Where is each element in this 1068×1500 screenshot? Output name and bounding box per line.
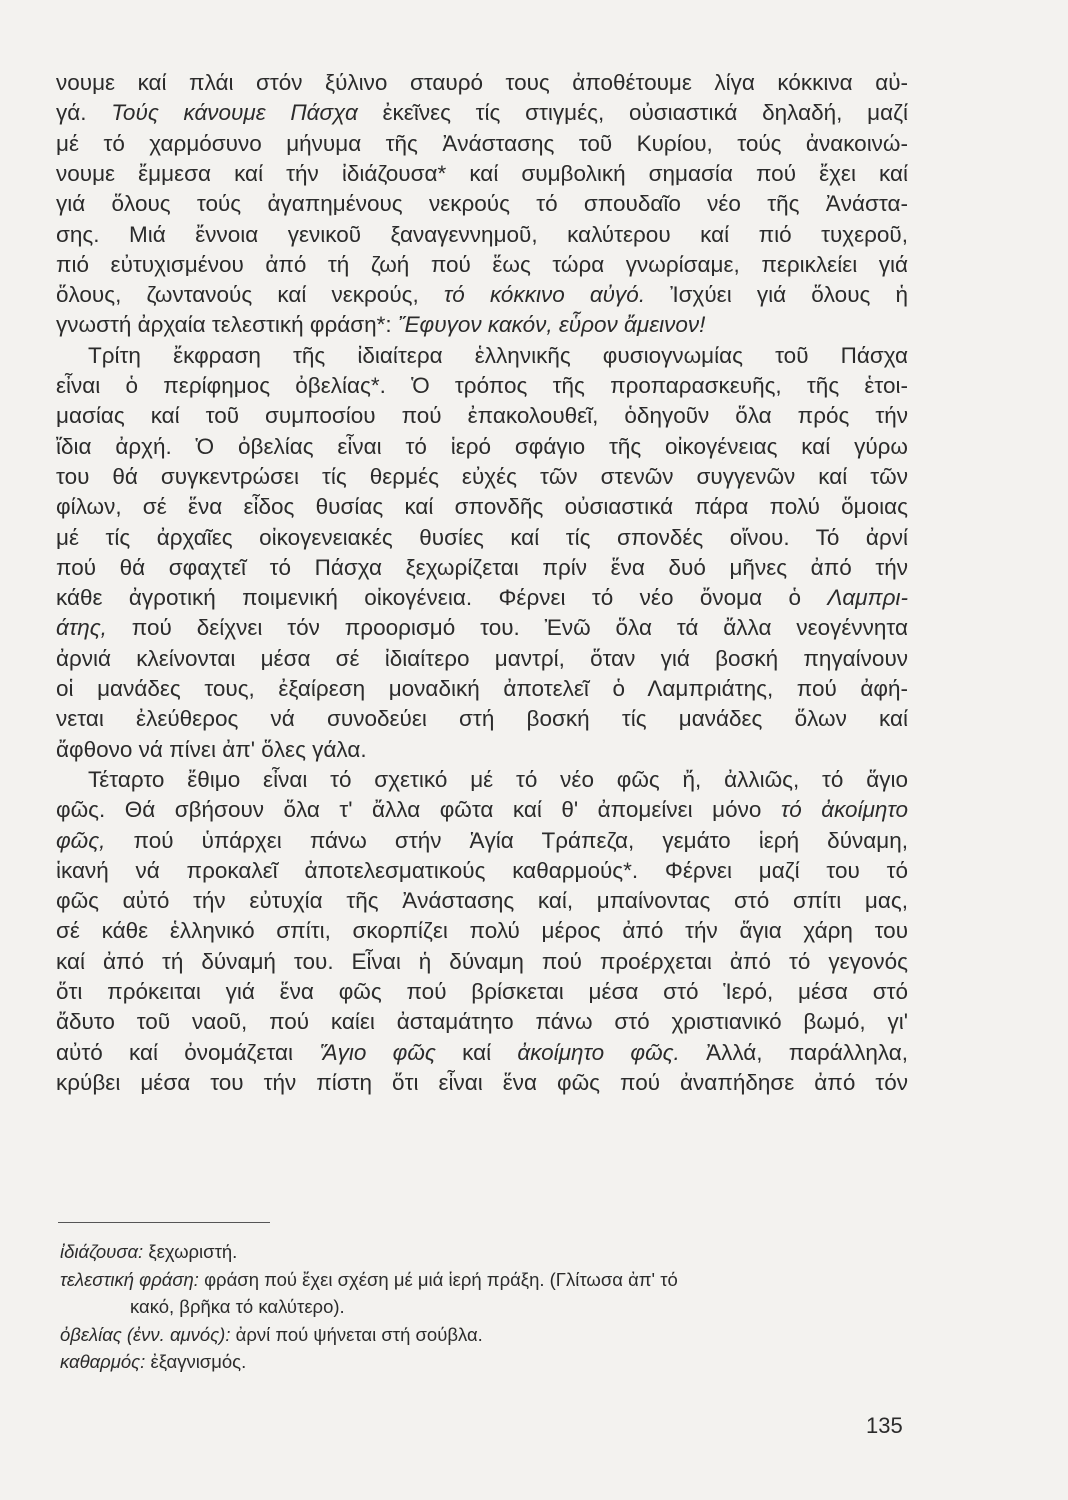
text-line bbox=[56, 674, 908, 704]
italic-segment: Ἅγιο φῶς bbox=[319, 1039, 436, 1065]
italic-segment: ἀκοίμητο φῶς. bbox=[517, 1039, 680, 1065]
text-segment: ἐκεῖνες τίς στιγμές, οὐσιαστικά δηλαδή, μαζί bbox=[357, 100, 908, 126]
text-segment: καί bbox=[435, 1039, 518, 1065]
footnote-definition: ξεχωριστή. bbox=[148, 1241, 238, 1262]
text-segment: σέ κάθε ἑλληνικό σπίτι, σκορπίζει πολύ μέρος ἀπό τήν ἅγια χάρη του bbox=[56, 918, 908, 944]
text-segment: αὐτό καί ὀνομάζεται bbox=[56, 1039, 320, 1065]
text-segment: φῶς αὐτό τήν εὐτυχία τῆς Ἀνάστασης καί, μπαίνοντας στό σπίτι μας, bbox=[56, 888, 908, 914]
text-line bbox=[88, 341, 908, 371]
text-line bbox=[56, 159, 908, 189]
text-segment: Τέταρτο ἔθιμο εἶναι τό σχετικό μέ τό νέο φῶς ἤ, ἀλλιῶς, τό ἅγιο bbox=[88, 766, 908, 792]
italic-segment: Τούς κάνουμε Πάσχα bbox=[111, 100, 358, 126]
text-line bbox=[56, 462, 908, 492]
footnote bbox=[60, 1268, 678, 1292]
text-segment: πού ὑπάρχει πάνω στήν Ἁγία Τράπεζα, γεμάτο ἱερή δύναμη, bbox=[105, 827, 908, 853]
text-line bbox=[56, 977, 908, 1007]
italic-segment: τό κόκκινο αὐγό. bbox=[443, 282, 646, 308]
text-segment: φίλων, σέ ἕνα εἶδος θυσίας καί σπονδῆς οὐσιαστικά πάρα πολύ ὅμοιας bbox=[56, 494, 908, 520]
text-line bbox=[56, 492, 908, 522]
text-segment: του θά συγκεντρώσει τίς θερμές εὐχές τῶν στενῶν συγγενῶν καί τῶν bbox=[56, 463, 908, 489]
text-line bbox=[56, 129, 908, 159]
text-line bbox=[56, 916, 908, 946]
text-segment: νεται ἐλεύθερος νά συνοδεύει στή βοσκή τίς μανάδες ὅλων καί bbox=[56, 706, 908, 732]
text-segment: ὅλους, ζωντανούς καί νεκρούς, bbox=[56, 282, 444, 308]
text-segment: Ἀλλά, παράλληλα, bbox=[679, 1039, 909, 1065]
text-segment: μέ τίς ἀρχαῖες οἰκογενειακές θυσίες καί τίς σπονδές οἴνου. Τό ἀρνί bbox=[56, 524, 908, 550]
text-line bbox=[56, 401, 908, 431]
text-segment: Τρίτη ἔκφραση τῆς ἰδιαίτερα ἑλληνικῆς φυσιογνωμίας τοῦ Πάσχα bbox=[88, 342, 908, 368]
text-segment: πιό εὐτυχισμένου ἀπό τή ζωή πού ἕως τώρα γνωρίσαμε, περικλείει γιά bbox=[56, 251, 908, 277]
text-segment: καί ἀπό τή δύναμή του. Εἶναι ἡ δύναμη πού προέρχεται ἀπό τό γεγονός bbox=[56, 948, 908, 974]
text-line bbox=[56, 795, 908, 825]
italic-segment: τό ἀκοίμητο bbox=[780, 797, 908, 823]
footnote-separator bbox=[58, 1222, 270, 1223]
text-segment: νουμε καί πλάι στόν ξύλινο σταυρό τους ἀποθέτουμε λίγα κόκκινα αὐ- bbox=[56, 70, 908, 95]
text-line bbox=[56, 310, 908, 340]
text-segment: σης. Μιά ἔννοια γενικοῦ ξαναγεννημοῦ, καλύτερου καί πιό τυχεροῦ, bbox=[56, 221, 908, 247]
text-line bbox=[56, 189, 908, 219]
text-line bbox=[56, 886, 908, 916]
text-segment: μασίας καί τοῦ συμποσίου πού ἐπακολουθεῖ, ὁδηγοῦν ὅλα πρός τήν bbox=[56, 403, 908, 429]
text-line bbox=[56, 1007, 908, 1037]
text-segment: ἴδια ἀρχή. Ὁ ὀβελίας εἶναι τό ἱερό σφάγιο τῆς οἰκογένειας καί γύρω bbox=[56, 433, 908, 459]
text-segment: πού θά σφαχτεῖ τό Πάσχα ξεχωρίζεται πρίν ἕνα δυό μῆνες ἀπό τήν bbox=[56, 554, 908, 580]
text-segment: γνωστή ἀρχαία τελεστική φράση*: bbox=[56, 312, 398, 338]
page-number: 135 bbox=[866, 1413, 903, 1438]
text-segment: φῶς. Θά σβήσουν ὅλα τ' ἄλλα φῶτα καί θ' ἀπομείνει μόνο bbox=[56, 797, 781, 823]
text-line bbox=[56, 250, 908, 280]
footnote bbox=[60, 1350, 246, 1374]
text-line bbox=[88, 765, 908, 795]
text-line bbox=[56, 220, 908, 250]
footnote bbox=[130, 1295, 345, 1319]
text-segment: γά. bbox=[56, 100, 112, 126]
text-segment: Ἰσχύει γιά ὅλους ἡ bbox=[645, 282, 908, 308]
text-line bbox=[56, 644, 908, 674]
text-segment: ὅτι πρόκειται γιά ἕνα φῶς πού βρίσκεται μέσα στό Ἱερό, μέσα στό bbox=[56, 979, 908, 1004]
text-segment: πού δείχνει τόν προορισμό του. Ἐνῶ ὅλα τά ἄλλα νεογέννητα bbox=[106, 615, 908, 641]
text-line bbox=[56, 432, 908, 462]
text-segment: ἄφθονο νά πίνει ἀπ' ὅλες γάλα. bbox=[56, 736, 367, 762]
text-line bbox=[56, 735, 908, 765]
text-segment: γιά ὅλους τούς ἀγαπημένους νεκρούς τό σπουδαῖο νέο τῆς Ἀνάστα- bbox=[56, 191, 908, 217]
text-line bbox=[56, 523, 908, 553]
text-segment: ἀρνιά κλείνονται μέσα σέ ἰδιαίτερο μαντρί, ὅταν γιά βοσκή πηγαίνουν bbox=[56, 645, 908, 671]
footnote-definition: φράση πού ἔχει σχέση μέ μιά ἱερή πράξη. (Γλίτωσα ἀπ' τό bbox=[204, 1268, 678, 1290]
text-line bbox=[56, 583, 908, 613]
footnote-definition: ἐξαγνισμός. bbox=[150, 1351, 247, 1372]
text-line bbox=[56, 98, 908, 128]
text-segment: ἄδυτο τοῦ ναοῦ, πού καίει ἀσταμάτητο πάνω στό χριστιανικό βωμό, γι' bbox=[56, 1009, 908, 1035]
text-line bbox=[56, 280, 908, 310]
text-line bbox=[56, 1068, 908, 1098]
text-segment: οἱ μανάδες τους, ἐξαίρεση μοναδική ἀποτελεῖ ὁ Λαμπριάτης, πού ἀφή- bbox=[56, 676, 908, 701]
footnote-term: ἰδιάζουσα: bbox=[60, 1241, 144, 1262]
text-segment: ἱκανή νά προκαλεῖ ἀποτελεσματικούς καθαρμούς*. Φέρνει μαζί του τό bbox=[56, 857, 908, 883]
text-line bbox=[56, 371, 908, 401]
italic-segment: φῶς, bbox=[56, 827, 106, 853]
text-line bbox=[56, 704, 908, 734]
footnote bbox=[60, 1323, 483, 1347]
text-line bbox=[56, 947, 908, 977]
text-line bbox=[56, 1038, 908, 1068]
text-line bbox=[56, 613, 908, 643]
text-segment: νουμε ἔμμεσα καί τήν ἰδιάζουσα* καί συμβολική σημασία πού ἔχει καί bbox=[56, 160, 908, 186]
footnote bbox=[60, 1240, 237, 1264]
footnote-definition: ἀρνί πού ψήνεται στή σούβλα. bbox=[235, 1323, 483, 1345]
text-segment: κάθε ἀγροτική ποιμενική οἰκογένεια. Φέρνει τό νέο ὄνομα ὁ bbox=[56, 585, 828, 611]
italic-segment: άτης, bbox=[56, 615, 107, 641]
text-segment: μέ τό χαρμόσυνο μήνυμα τῆς Ἀνάστασης τοῦ Κυρίου, τούς ἀνακοινώ- bbox=[56, 130, 908, 156]
italic-segment: Λαμπρι- bbox=[827, 585, 908, 611]
text-line bbox=[56, 826, 908, 856]
footnote-term: καθαρμός: bbox=[60, 1351, 146, 1372]
text-line bbox=[56, 68, 908, 98]
footnote-term: τελεστική φράση: bbox=[60, 1268, 199, 1290]
italic-segment: Ἔφυγον κακόν, εὗρον ἄμεινον! bbox=[397, 312, 706, 338]
text-line bbox=[56, 856, 908, 886]
footnote-term: ὀβελίας (ἐνν. αμνός): bbox=[60, 1323, 231, 1345]
text-line bbox=[56, 553, 908, 583]
footnote-definition: κακό, βρῆκα τό καλύτερο). bbox=[130, 1296, 345, 1317]
text-segment: εἶναι ὁ περίφημος ὀβελίας*. Ὁ τρόπος τῆς προπαρασκευῆς, τῆς ἑτοι- bbox=[56, 373, 908, 398]
text-segment: κρύβει μέσα του τήν πίστη ὅτι εἶναι ἕνα φῶς πού ἀναπήδησε ἀπό τόν bbox=[56, 1069, 908, 1095]
